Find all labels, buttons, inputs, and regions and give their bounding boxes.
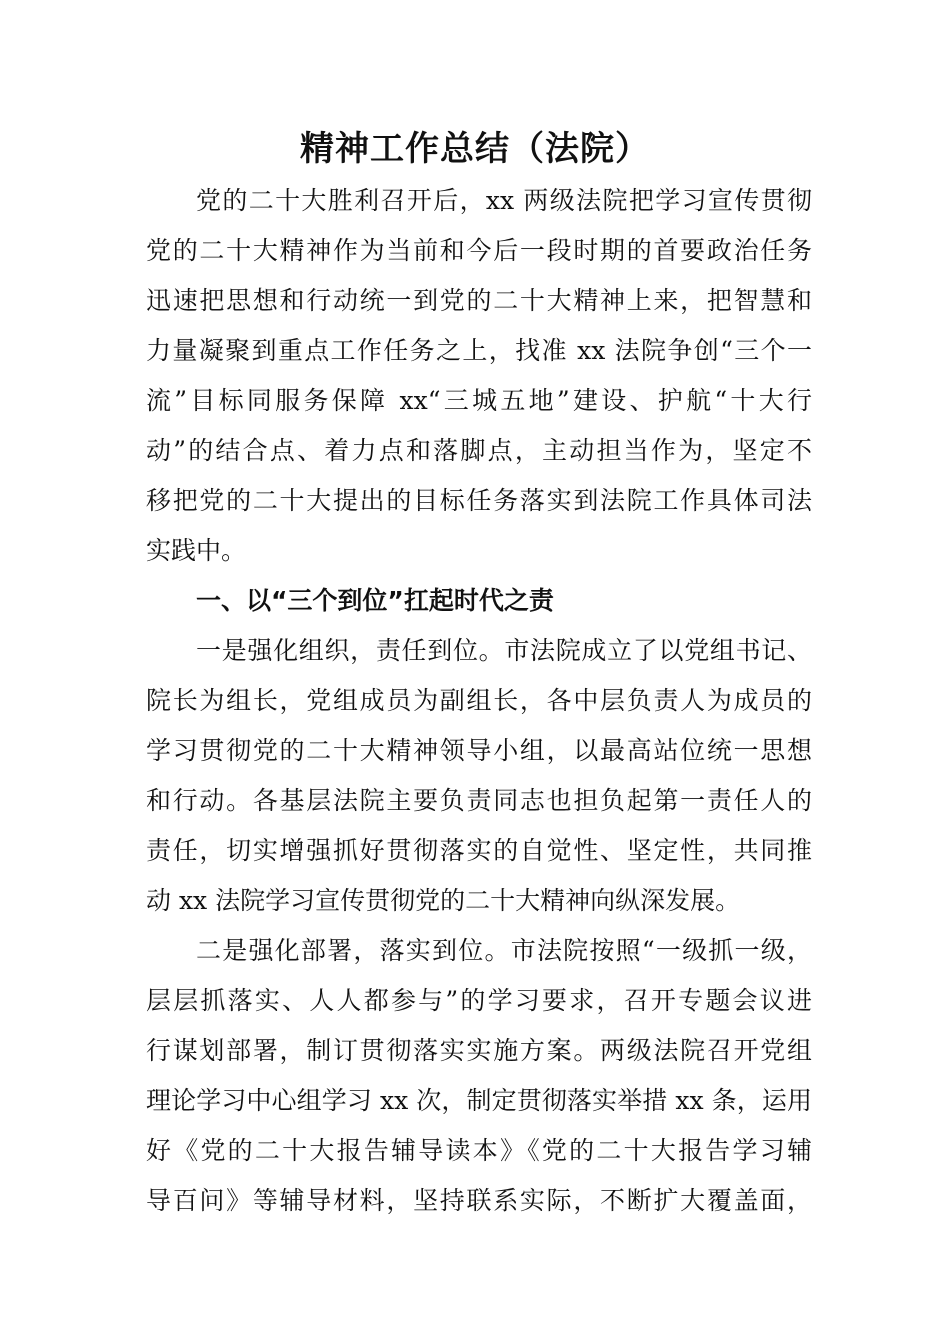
- paragraph-line: 迅速把思想和行动统一到党的二十大精神上来，把智慧和: [146, 286, 812, 315]
- paragraph-line: 动 xx 法院学习宣传贯彻党的二十大精神向纵深发展。: [146, 886, 741, 915]
- paragraph-line: 学习贯彻党的二十大精神领导小组，以最高站位统一思想: [146, 736, 812, 765]
- paragraph-line: 导百问》等辅导材料，坚持联系实际，不断扩大覆盖面，: [146, 1186, 812, 1215]
- paragraph-line: 移把党的二十大提出的目标任务落实到法院工作具体司法: [146, 486, 812, 515]
- paragraph-line: 二是强化部署，落实到位。市法院按照“一级抓一级，: [196, 936, 812, 965]
- paragraph-line: 一是强化组织，责任到位。市法院成立了以党组书记、: [196, 636, 812, 665]
- paragraph-line: 理论学习中心组学习 xx 次，制定贯彻落实举措 xx 条，运用: [146, 1086, 812, 1115]
- paragraph-line: 院长为组长，党组成员为副组长，各中层负责人为成员的: [146, 686, 812, 715]
- paragraph-line: 党的二十大胜利召开后，xx 两级法院把学习宣传贯彻: [196, 186, 812, 215]
- paragraph-line: 层层抓落实、人人都参与”的学习要求，召开专题会议进: [146, 986, 812, 1015]
- paragraph-line: 动”的结合点、着力点和落脚点，主动担当作为，坚定不: [146, 436, 812, 465]
- paragraph-line: 责任，切实增强抓好贯彻落实的自觉性、坚定性，共同推: [146, 836, 812, 865]
- paragraph-line: 和行动。各基层法院主要负责同志也担负起第一责任人的: [146, 786, 812, 815]
- document-title: 精神工作总结（法院）: [300, 129, 650, 169]
- paragraph-line: 实践中。: [146, 536, 247, 565]
- paragraph-line: 流”目标同服务保障 xx“三城五地”建设、护航“十大行: [146, 386, 812, 415]
- document-body: [146, 176, 812, 1226]
- paragraph-line: 好《党的二十大报告辅导读本》《党的二十大报告学习辅: [146, 1136, 812, 1165]
- paragraph-line: 党的二十大精神作为当前和今后一段时期的首要政治任务: [146, 236, 812, 265]
- paragraph-line: 力量凝聚到重点工作任务之上，找准 xx 法院争创“三个一: [146, 336, 812, 365]
- paragraph-line: 行谋划部署，制订贯彻落实实施方案。两级法院召开党组: [146, 1036, 812, 1065]
- section-heading: 一、以“三个到位”扛起时代之责: [196, 586, 554, 615]
